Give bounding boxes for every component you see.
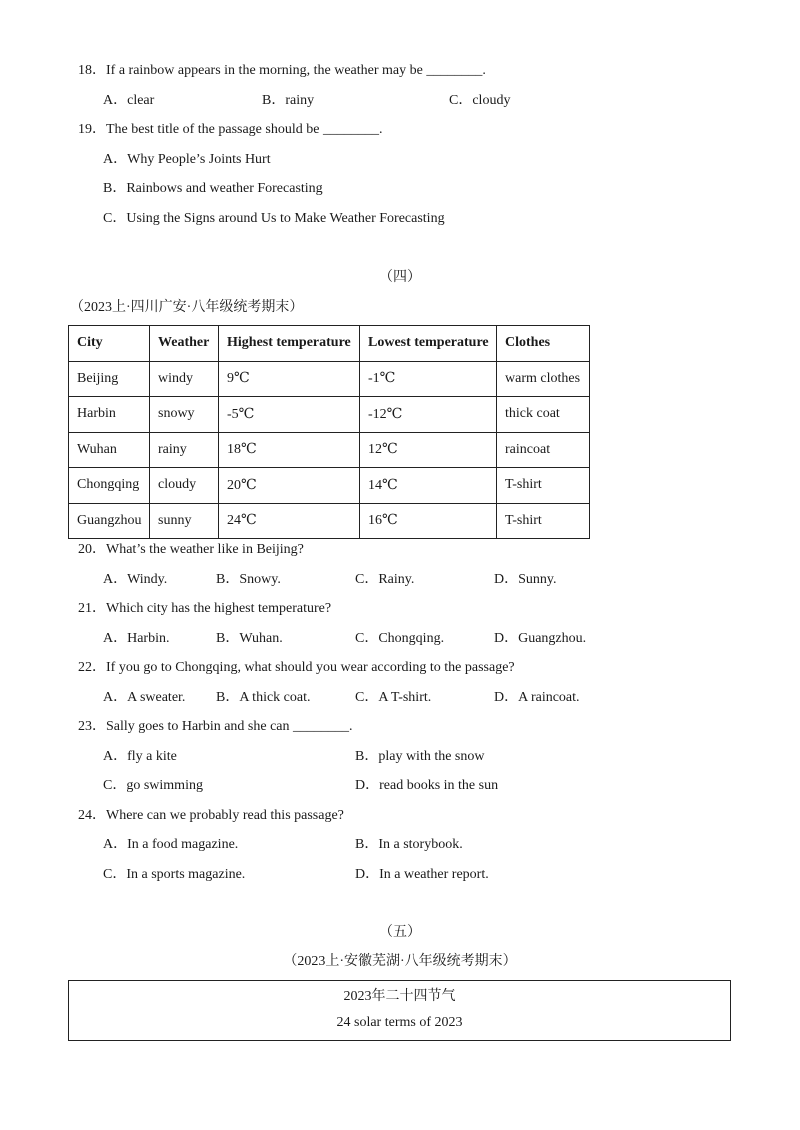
q20-option-a: A．Windy. <box>103 572 168 587</box>
q19-option-a: A．Why People’s Joints Hurt <box>103 152 271 167</box>
box-title-english: 24 solar terms of 2023 <box>336 1015 463 1030</box>
box-title-chinese: 2023年二十四节气 <box>343 989 456 1004</box>
q19-option-b: B．Rainbows and weather Forecasting <box>103 181 323 196</box>
cell-highest: 24℃ <box>219 503 360 539</box>
section-4-heading: （四） <box>379 270 421 285</box>
q18-option-b: B．rainy <box>262 93 315 108</box>
solar-terms-title-box <box>68 980 731 1041</box>
question-19: 19．The best title of the passage should be ________. <box>78 122 383 137</box>
section-5-heading: （五） <box>379 925 421 940</box>
cell-clothes: T-shirt <box>497 468 590 504</box>
table-row <box>69 397 590 433</box>
cell-weather: sunny <box>150 503 219 539</box>
q22-option-c: C．A T-shirt. <box>355 690 432 705</box>
cell-city: Beijing <box>69 361 150 397</box>
table-row <box>69 468 590 504</box>
q21-option-a: A．Harbin. <box>103 631 170 646</box>
table-row <box>69 432 590 468</box>
q22-option-a: A．A sweater. <box>103 690 186 705</box>
cell-clothes: thick coat <box>497 397 590 433</box>
cell-highest: 9℃ <box>219 361 360 397</box>
cell-weather: snowy <box>150 397 219 433</box>
q24-option-b: B．In a storybook. <box>355 837 463 852</box>
question-18: 18．If a rainbow appears in the morning, the weather may be ________. <box>78 63 486 78</box>
table-header-row <box>69 326 590 362</box>
q24-option-c: C．In a sports magazine. <box>103 867 246 882</box>
question-23: 23．Sally goes to Harbin and she can ________. <box>78 719 353 734</box>
header-city: City <box>69 326 150 362</box>
header-clothes: Clothes <box>497 326 590 362</box>
table-row <box>69 361 590 397</box>
q20-option-c: C．Rainy. <box>355 572 415 587</box>
cell-city: Harbin <box>69 397 150 433</box>
cell-weather: rainy <box>150 432 219 468</box>
q22-option-b: B．A thick coat. <box>216 690 311 705</box>
cell-city: Guangzhou <box>69 503 150 539</box>
q24-option-a: A．In a food magazine. <box>103 837 239 852</box>
cell-highest: -5℃ <box>219 397 360 433</box>
cell-lowest: -1℃ <box>360 361 497 397</box>
q21-option-c: C．Chongqing. <box>355 631 445 646</box>
cell-lowest: -12℃ <box>360 397 497 433</box>
question-24: 24．Where can we probably read this passage? <box>78 808 344 823</box>
q18-option-a: A．clear <box>103 93 155 108</box>
q23-option-c: C．go swimming <box>103 778 203 793</box>
q21-option-b: B．Wuhan. <box>216 631 283 646</box>
section-5-source: （2023上·安徽芜湖·八年级统考期末） <box>283 954 517 969</box>
question-22: 22．If you go to Chongqing, what should you wear according to the passage? <box>78 660 515 675</box>
q23-option-a: A．fly a kite <box>103 749 177 764</box>
cell-lowest: 16℃ <box>360 503 497 539</box>
header-lowest-temperature: Lowest temperature <box>360 326 497 362</box>
cell-city: Wuhan <box>69 432 150 468</box>
q24-option-d: D．In a weather report. <box>355 867 489 882</box>
q19-option-c: C．Using the Signs around Us to Make Weather Forecasting <box>103 211 445 226</box>
header-weather: Weather <box>150 326 219 362</box>
cell-weather: cloudy <box>150 468 219 504</box>
question-20: 20．What’s the weather like in Beijing? <box>78 542 304 557</box>
q22-option-d: D．A raincoat. <box>494 690 580 705</box>
q20-option-b: B．Snowy. <box>216 572 281 587</box>
header-highest-temperature: Highest temperature <box>219 326 360 362</box>
q21-option-d: D．Guangzhou. <box>494 631 587 646</box>
q20-option-d: D．Sunny. <box>494 572 557 587</box>
cell-clothes: T-shirt <box>497 503 590 539</box>
question-21: 21．Which city has the highest temperature? <box>78 601 332 616</box>
section-4-source: （2023上·四川广安·八年级统考期末） <box>70 300 304 315</box>
cell-city: Chongqing <box>69 468 150 504</box>
cell-weather: windy <box>150 361 219 397</box>
cell-lowest: 12℃ <box>360 432 497 468</box>
q18-option-c: C．cloudy <box>449 93 511 108</box>
q23-option-d: D．read books in the sun <box>355 778 499 793</box>
table-row <box>69 503 590 539</box>
weather-table <box>68 325 590 539</box>
cell-clothes: warm clothes <box>497 361 590 397</box>
cell-lowest: 14℃ <box>360 468 497 504</box>
cell-highest: 20℃ <box>219 468 360 504</box>
cell-clothes: raincoat <box>497 432 590 468</box>
cell-highest: 18℃ <box>219 432 360 468</box>
q23-option-b: B．play with the snow <box>355 749 485 764</box>
